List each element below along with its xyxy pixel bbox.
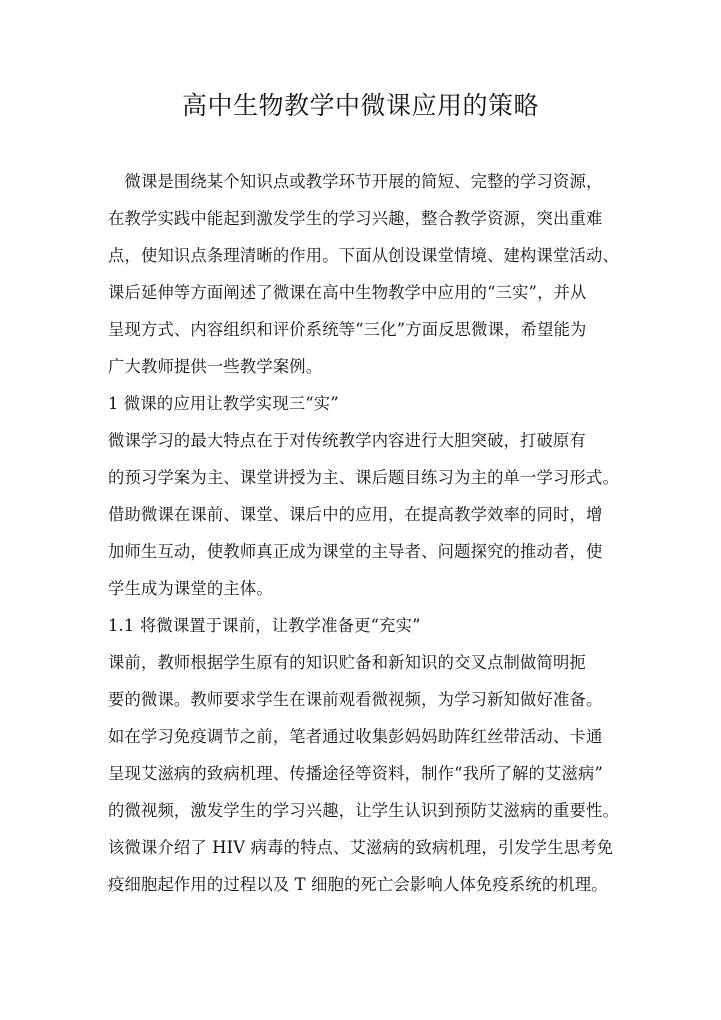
- paragraph-line: 课后延伸等方面阐述了微课在高中生物教学中应用的“三实”，并从: [108, 283, 587, 302]
- paragraph-line: 学生成为课堂的主体。: [108, 579, 273, 598]
- paragraph-line: 的预习学案为主、课堂讲授为主、课后题目练习为主的单一学习形式。: [108, 468, 619, 487]
- paragraph-line: 要的微课。教师要求学生在课前观看微视频，为学习新知做好准备。: [108, 690, 603, 709]
- section-heading: 1 微课的应用让教学实现三“实”: [108, 394, 339, 413]
- paragraph-line: 点，使知识点条理清晰的作用。下面从创设课堂情境、建构课堂活动、: [108, 246, 619, 265]
- paragraph-line: 疫细胞起作用的过程以及 T 细胞的死亡会影响人体免疫系统的机理。: [108, 875, 608, 894]
- paragraph-line: 呈现艾滋病的致病机理、传播途径等资料，制作“我所了解的艾滋病”: [108, 764, 604, 783]
- paragraph-line: 微课是围绕某个知识点或教学环节开展的简短、完整的学习资源，: [108, 172, 603, 191]
- paragraph-line: 该微课介绍了 HIV 病毒的特点、艾滋病的致病机理，引发学生思考免: [108, 838, 614, 857]
- paragraph-line: 的微视频，激发学生的学习兴趣，让学生认识到预防艾滋病的重要性。: [108, 801, 619, 820]
- paragraph-line: 课前，教师根据学生原有的知识贮备和新知识的交叉点制做简明扼: [108, 653, 586, 672]
- paragraph-line: 呈现方式、内容组织和评价系统等“三化”方面反思微课，希望能为: [108, 320, 587, 339]
- paragraph-line: 广大教师提供一些教学案例。: [108, 357, 323, 376]
- paragraph-line: 微课学习的最大特点在于对传统教学内容进行大胆突破，打破原有: [108, 431, 586, 450]
- paragraph-line: 借助微课在课前、课堂、课后中的应用，在提高教学效率的同时，增: [108, 505, 603, 524]
- page-title: 高中生物教学中微课应用的策略: [181, 91, 539, 120]
- paragraph-line: 加师生互动，使教师真正成为课堂的主导者、问题探究的推动者，使: [108, 542, 603, 561]
- paragraph-line: 如在学习免疫调节之前，笔者通过收集彭妈妈助阵红丝带活动、卡通: [108, 727, 603, 746]
- paragraph-line: 在教学实践中能起到激发学生的学习兴趣，整合教学资源，突出重难: [108, 209, 603, 228]
- subsection-heading: 1.1 将微课置于课前，让教学准备更“充实”: [108, 616, 421, 635]
